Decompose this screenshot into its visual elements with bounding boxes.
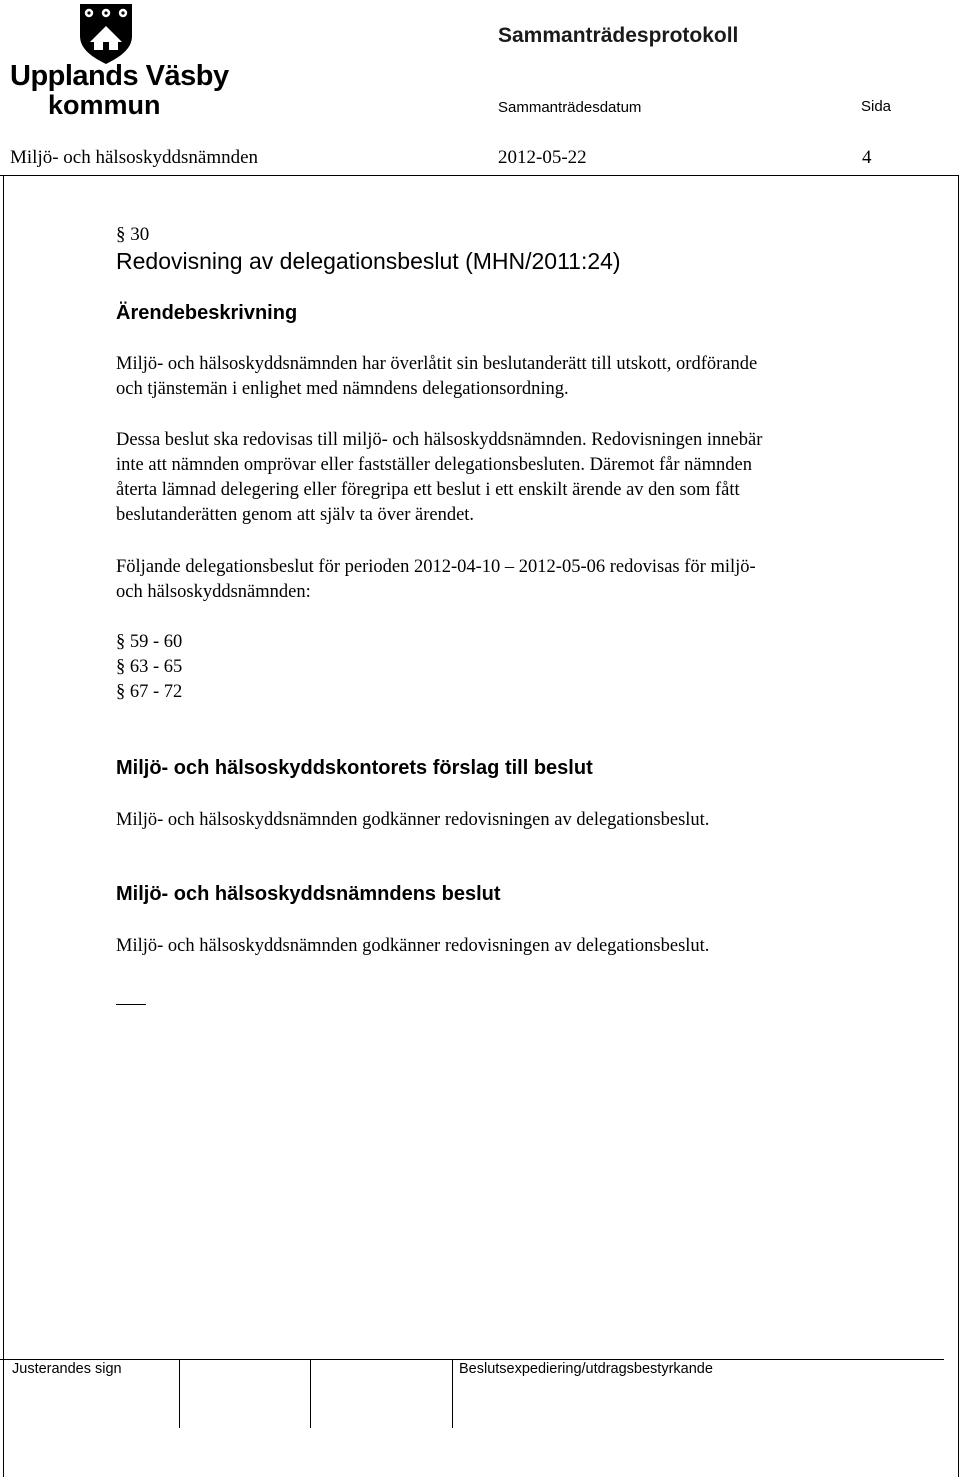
decision-list-item: § 63 - 65 <box>116 657 183 677</box>
description-heading: Ärendebeskrivning <box>116 302 298 324</box>
decision-list-item: § 67 - 72 <box>116 682 183 702</box>
paragraph-3-line: Följande delegationsbeslut för perioden 2012-04-10 – 2012-05-06 redovisas för miljö- <box>116 557 756 577</box>
logo-text-name: Upplands Väsby <box>10 60 229 92</box>
frame-top-rule <box>0 175 958 176</box>
end-mark-rule <box>116 1004 146 1005</box>
signature-box-divider <box>179 1359 180 1428</box>
frame-right-rule <box>958 175 959 1477</box>
paragraph-1 <box>116 352 757 402</box>
footer-rule <box>0 1359 944 1360</box>
meeting-date-label: Sammanträdesdatum <box>498 99 642 116</box>
decision-heading: Miljö- och hälsoskyddsnämndens beslut <box>116 883 501 905</box>
document-type: Sammanträdesprotokoll <box>498 24 739 47</box>
meeting-date: 2012-05-22 <box>498 147 587 168</box>
frame-left-rule <box>3 175 4 1477</box>
paragraph-2-line: Dessa beslut ska redovisas till miljö- och hälsoskyddsnämnden. Redovisningen innebär <box>116 430 763 450</box>
signature-box-divider <box>310 1359 311 1428</box>
proposal-text: Miljö- och hälsoskyddsnämnden godkänner redovisningen av delegationsbeslut. <box>116 810 710 830</box>
signature-label: Justerandes sign <box>12 1361 122 1377</box>
paragraph-2-line: inte att nämnden omprövar eller fastställer delegationsbesluten. Däremot får nämnden <box>116 455 752 475</box>
paragraph-2-line: återta lämnad delegering eller föregripa ett beslut i ett enskilt ärende av den som fått <box>116 480 740 500</box>
dispatch-label: Beslutsexpediering/utdragsbestyrkande <box>459 1361 713 1377</box>
paragraph-1-line: Miljö- och hälsoskyddsnämnden har överlåtit sin beslutanderätt till utskott, ordförande <box>116 354 758 374</box>
signature-box-divider <box>452 1359 453 1428</box>
paragraph-3-line: och hälsoskyddsnämnden: <box>116 582 311 602</box>
paragraph-2-line: beslutanderätten genom att själv ta över ärendet. <box>116 505 475 525</box>
logo-text-kommun: kommun <box>48 90 161 120</box>
committee-name: Miljö- och hälsoskyddsnämnden <box>10 147 259 168</box>
item-title: Redovisning av delegationsbeslut (MHN/2011:24) <box>116 248 621 274</box>
paragraph-number: § 30 <box>116 224 150 245</box>
proposal-heading: Miljö- och hälsoskyddskontorets förslag till beslut <box>116 757 593 779</box>
paragraph-3 <box>116 555 756 605</box>
page-label: Sida <box>861 98 892 115</box>
page-number: 4 <box>862 147 872 168</box>
paragraph-1-line: och tjänstemän i enlighet med nämndens delegationsordning. <box>116 379 569 399</box>
decision-list-item: § 59 - 60 <box>116 632 183 652</box>
decision-list <box>116 630 182 705</box>
paragraph-2 <box>116 428 762 528</box>
decision-text: Miljö- och hälsoskyddsnämnden godkänner redovisningen av delegationsbeslut. <box>116 936 710 956</box>
